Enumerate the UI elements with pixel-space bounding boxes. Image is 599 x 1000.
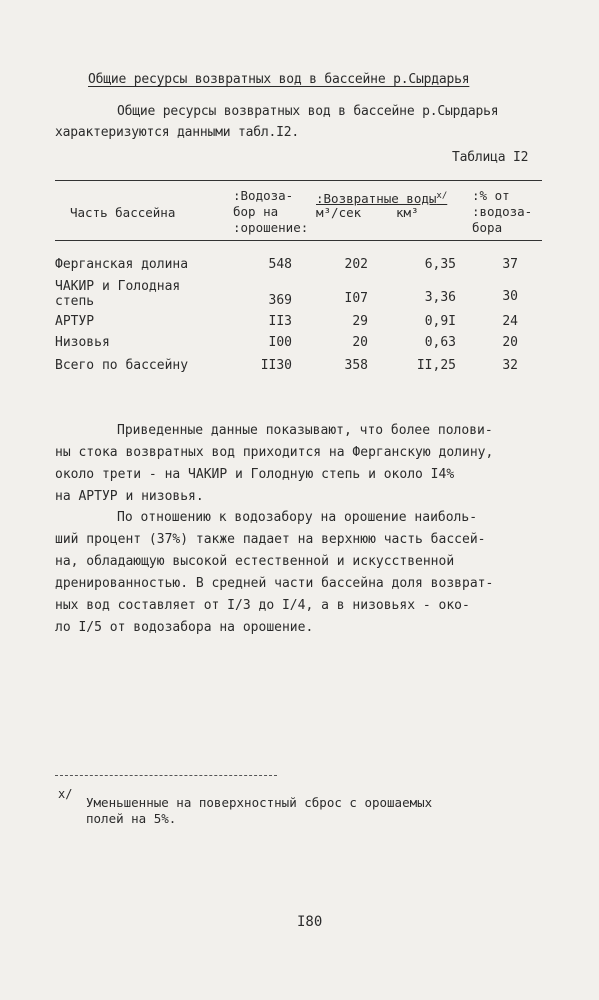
row-m3s: 202 — [344, 257, 368, 272]
row-intake: II30 — [260, 358, 292, 373]
row-intake: 369 — [268, 293, 292, 308]
header-return-title: :Возвратные воды — [316, 191, 437, 207]
footnote-text — [86, 795, 432, 827]
row-part-line-2: степь — [55, 294, 95, 309]
row-pct: 32 — [502, 358, 518, 373]
paragraph-1-line: ны стока возвратных вод приходится на Ферганскую долину, — [55, 445, 494, 460]
paragraph-2 — [55, 507, 555, 639]
page-number: I80 — [297, 914, 323, 930]
table-caption: Таблица I2 — [452, 150, 529, 165]
header-km3: км³ — [396, 205, 419, 220]
paragraph-2-line: на, обладающую высокой естественной и искусственной — [55, 554, 455, 569]
paragraph-2-line: дренированностью. В средней части бассейна доля возврат- — [55, 576, 494, 591]
paragraph-2-line: По отношению к водозабору на орошение наиболь- — [117, 510, 478, 525]
row-km3: 3,36 — [424, 290, 456, 305]
row-km3: II,25 — [416, 358, 456, 373]
footnote-line: полей на 5%. — [86, 811, 177, 826]
row-m3s: 20 — [352, 335, 368, 350]
row-intake: 548 — [268, 257, 292, 272]
header-percent-line-1: :% от — [472, 188, 510, 203]
header-intake-line-2: бор на — [233, 204, 279, 219]
row-part: Всего по бассейну — [55, 358, 189, 373]
paragraph-1-line: около трети - на ЧАКИР и Голодную степь и около I4% — [55, 467, 455, 482]
row-part: Ферганская долина — [55, 257, 189, 272]
intro-line-1: Общие ресурсы возвратных вод в бассейне р.Сырдарья — [117, 104, 499, 119]
header-intake-line-1: :Водоза- — [233, 188, 294, 203]
paragraph-1-line: Приведенные данные показывают, что более полови- — [117, 423, 493, 438]
header-intake — [233, 188, 308, 236]
row-m3s: 29 — [352, 314, 368, 329]
row-part: Низовья — [55, 335, 110, 350]
row-m3s: 358 — [344, 358, 368, 373]
paragraph-2-line: ший процент (37%) также падает на верхнюю часть бассей- — [55, 532, 486, 547]
section-heading: Общие ресурсы возвратных вод в бассейне р.Сырдарья — [88, 72, 470, 87]
row-pct: 30 — [502, 289, 518, 304]
paragraph-2-line: ных вод составляет от I/3 до I/4, а в низовьях - око- — [55, 598, 470, 613]
footnote-mark: x/ — [58, 787, 73, 801]
header-percent-line-2: :водоза- — [472, 204, 533, 219]
row-km3: 6,35 — [424, 257, 456, 272]
header-percent — [472, 188, 532, 236]
header-intake-line-3: :орошение: — [233, 220, 309, 235]
row-intake: II3 — [268, 314, 292, 329]
row-pct: 20 — [502, 335, 518, 350]
row-km3: 0,63 — [424, 335, 456, 350]
header-part: Часть бассейна — [70, 205, 176, 220]
row-km3: 0,9I — [424, 314, 456, 329]
footnote-line: Уменьшенные на поверхностный сброс с орошаемых — [86, 795, 433, 810]
row-pct: 37 — [502, 257, 518, 272]
table-header-rule — [55, 240, 542, 241]
row-pct: 24 — [502, 314, 518, 329]
paragraph-1-line: на АРТУР и низовья. — [55, 489, 204, 504]
table-top-rule — [55, 180, 542, 181]
intro-line-2: характеризуются данными табл.I2. — [55, 125, 300, 140]
row-m3s: I07 — [344, 291, 368, 306]
row-part — [55, 279, 180, 309]
footnote-separator — [55, 775, 277, 776]
paragraph-1 — [55, 420, 555, 508]
row-intake: I00 — [268, 335, 292, 350]
row-part: АРТУР — [55, 314, 95, 329]
header-percent-line-3: бора — [472, 220, 503, 235]
row-part-line-1: ЧАКИР и Голодная — [55, 279, 181, 294]
paragraph-2-line: ло I/5 от водозабора на орошение. — [55, 620, 314, 635]
header-m3-per-sec: м³/сек — [316, 205, 362, 220]
footnote-mark-ref: x/ — [436, 191, 448, 201]
